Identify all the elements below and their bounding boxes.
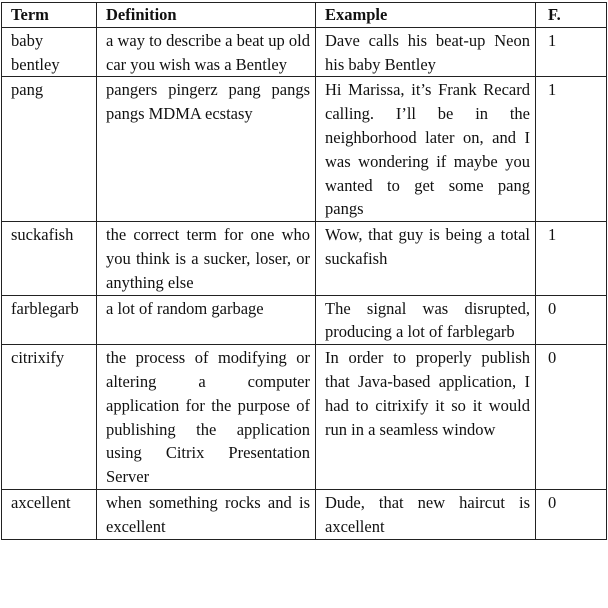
- cell-frequency: 1: [536, 222, 607, 295]
- table-row: [2, 27, 607, 77]
- header-frequency: F.: [536, 3, 607, 28]
- table-row: [2, 345, 607, 490]
- cell-example: Dave calls his beat-up Neon his baby Bentley: [316, 27, 536, 77]
- cell-definition: the correct term for one who you think is a sucker, loser, or anything else: [97, 222, 316, 295]
- cell-definition: when something rocks and is excellent: [97, 489, 316, 539]
- cell-frequency: 0: [536, 295, 607, 345]
- cell-term: axcellent: [2, 489, 97, 539]
- cell-example: In order to properly publish that Java-based application, I had to citrixify it so it would run in a seamless window: [316, 345, 536, 490]
- cell-definition: a lot of random garbage: [97, 295, 316, 345]
- table-row: [2, 489, 607, 539]
- cell-frequency: 0: [536, 489, 607, 539]
- cell-example: The signal was disrupted, producing a lot of farblegarb: [316, 295, 536, 345]
- table-row: [2, 77, 607, 222]
- header-row: [2, 3, 607, 28]
- table-row: [2, 222, 607, 295]
- header-example: Example: [316, 3, 536, 28]
- cell-definition: pangers pingerz pang pangs pangs MDMA ecstasy: [97, 77, 316, 222]
- cell-definition: the process of modifying or altering a computer application for the purpose of publishing the application using Citrix Presentation Server: [97, 345, 316, 490]
- cell-example: Hi Marissa, it’s Frank Recard calling. I’ll be in the neighborhood later on, and I was wondering if maybe you wanted to get some pang pangs: [316, 77, 536, 222]
- cell-definition: a way to describe a beat up old car you wish was a Bentley: [97, 27, 316, 77]
- cell-example: Dude, that new haircut is axcellent: [316, 489, 536, 539]
- cell-term: pang: [2, 77, 97, 222]
- table-row: [2, 295, 607, 345]
- cell-term: baby bentley: [2, 27, 97, 77]
- cell-example: Wow, that guy is being a total suckafish: [316, 222, 536, 295]
- cell-frequency: 1: [536, 27, 607, 77]
- cell-term: citrixify: [2, 345, 97, 490]
- cell-term: suckafish: [2, 222, 97, 295]
- slang-table: [1, 2, 607, 540]
- header-term: Term: [2, 3, 97, 28]
- cell-term: farblegarb: [2, 295, 97, 345]
- cell-frequency: 0: [536, 345, 607, 490]
- header-definition: Definition: [97, 3, 316, 28]
- cell-frequency: 1: [536, 77, 607, 222]
